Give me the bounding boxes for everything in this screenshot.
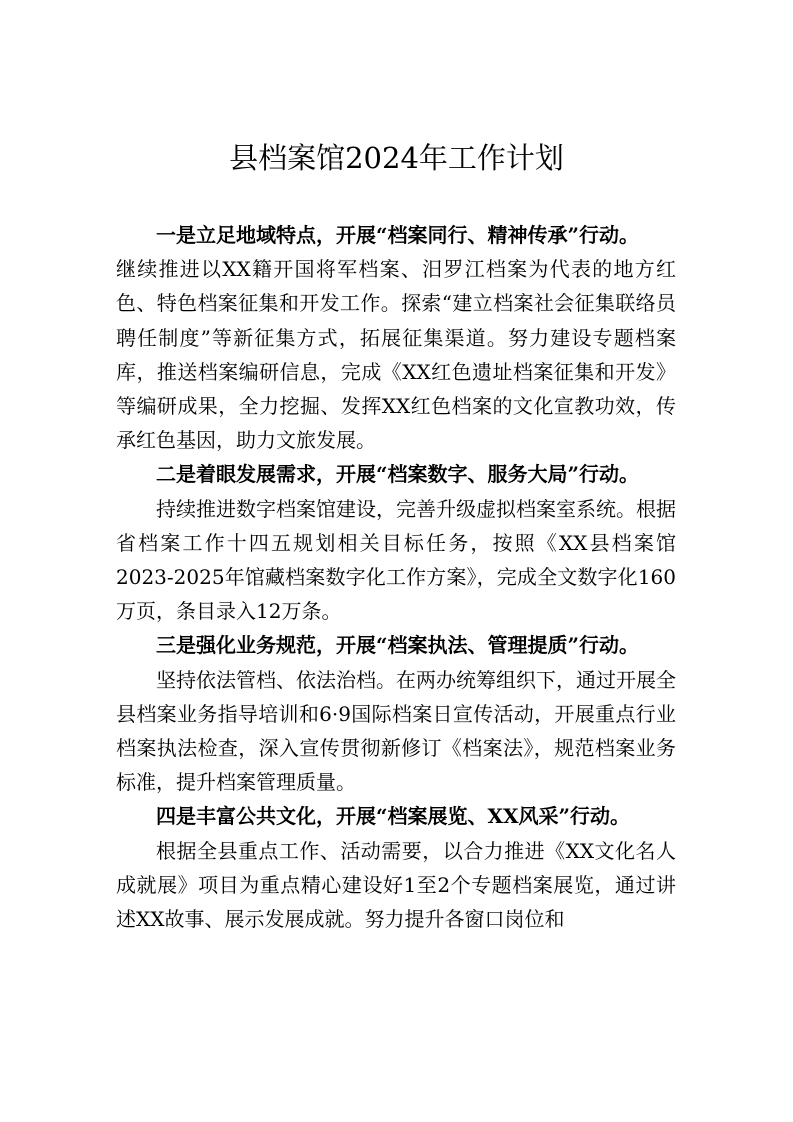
section-3-heading: 三是强化业务规范，开展“档案执法、管理提质”行动。 bbox=[156, 633, 640, 658]
section-2-heading: 二是着眼发展需求，开展“档案数字、服务大局”行动。 bbox=[156, 462, 640, 487]
section-1-body: 继续推进以XX籍开国将军档案、汨罗江档案为代表的地方红色、特色档案征集和开发工作。探索“建立档案社会征集联络员聘任制度”等新征集方式，拓展征集渠道。努力建设专题档案库，推送档案编研信息，完成《XX红色遗址档案征集和开发》等编研成果，全力挖掘、发挥XX红色档案的文化宣教功效，传承红色基因，助力文旅发展。 bbox=[116, 257, 676, 453]
section-4-body: 根据全县重点工作、活动需要，以合力推进《XX文化名人成就展》项目为重点精心建设好1至2个专题档案展览，通过讲述XX故事、展示发展成就。努力提升各窗口岗位和 bbox=[116, 838, 676, 932]
section-4-heading: 四是丰富公共文化，开展“档案展览、XX风采”行动。 bbox=[156, 804, 631, 829]
section-2-body: 持续推进数字档案馆建设，完善升级虚拟档案室系统。根据省档案工作十四五规划相关目标任务，按照《XX县档案馆2023-2025年馆藏档案数字化工作方案》，完成全文数字化160万页，条目录入12万条。 bbox=[116, 496, 676, 624]
section-1-heading: 一是立足地域特点，开展“档案同行、精神传承”行动。 bbox=[156, 223, 640, 247]
document-body bbox=[116, 218, 676, 936]
document-title: 县档案馆2024年工作计划 bbox=[229, 141, 564, 175]
section-3-body: 坚持依法管档、依法治档。在两办统筹组织下，通过开展全县档案业务指导培训和6·9国际档案日宣传活动，开展重点行业档案执法检查，深入宣传贯彻新修订《档案法》，规范档案业务标准，提升档案管理质量。 bbox=[116, 667, 676, 795]
